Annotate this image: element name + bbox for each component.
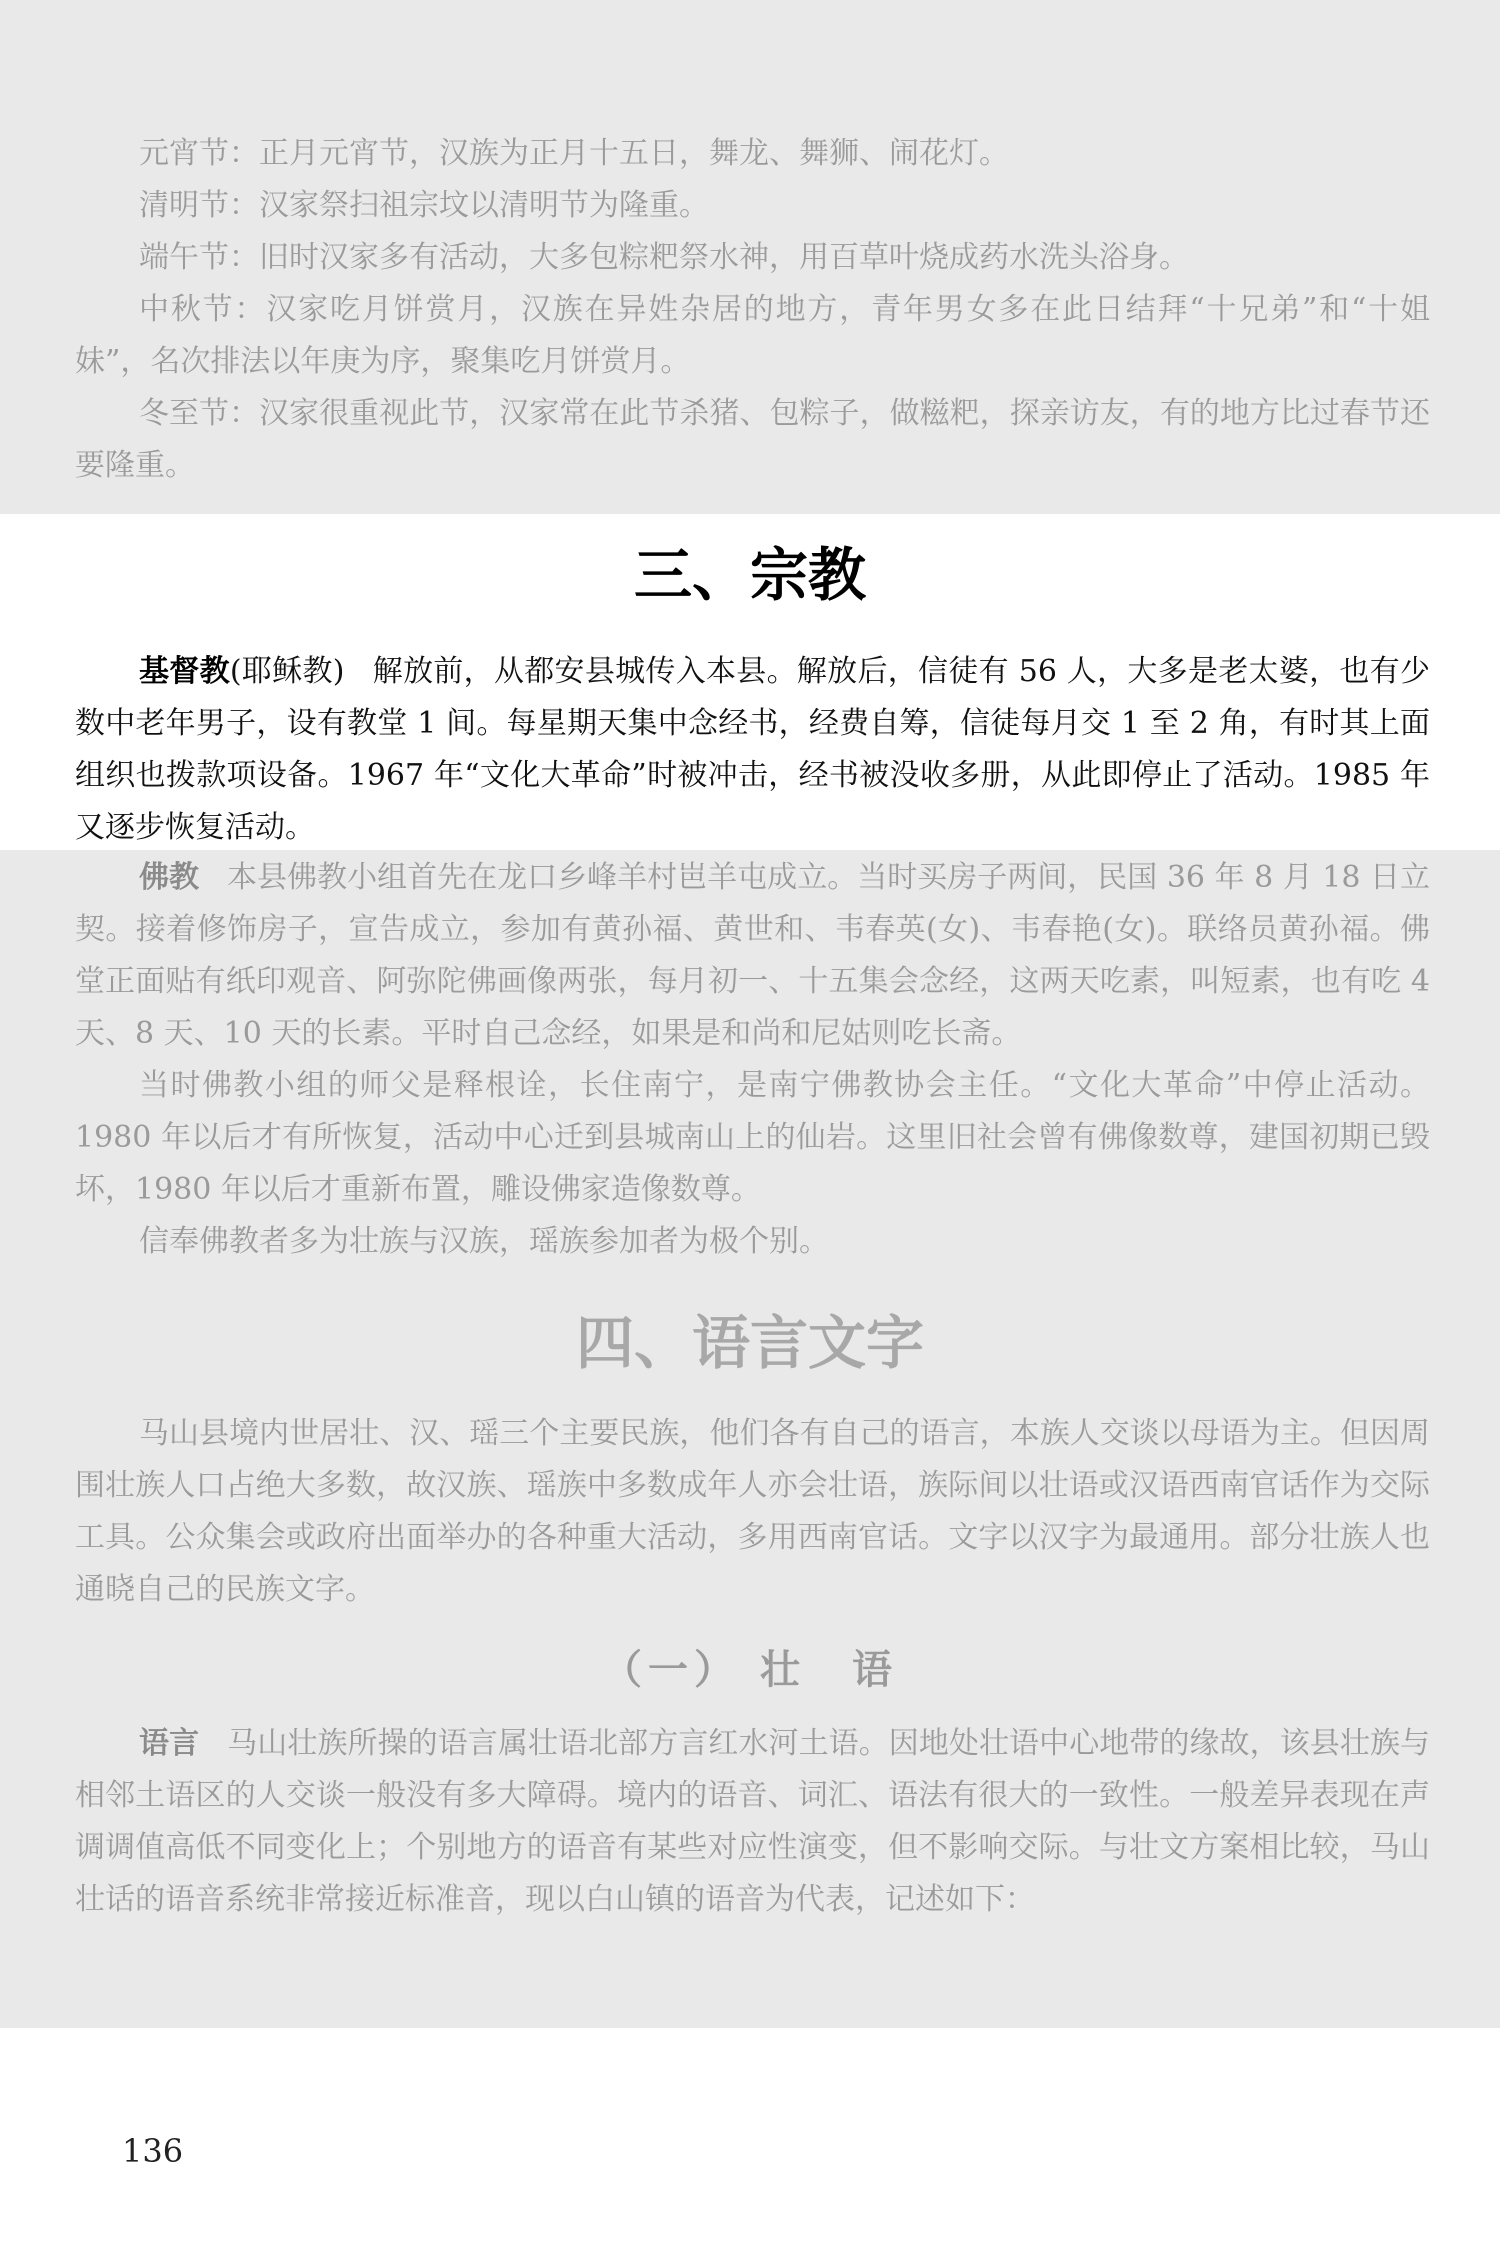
section-title-language: 四、语言文字	[575, 1309, 924, 1377]
subsection-title-zhuang: （一） 壮 语	[602, 1646, 898, 1693]
festival-text: ：正月元宵节，汉族为正月十五日，舞龙、舞狮、闹花灯。	[229, 136, 1009, 171]
zhuang-language-section	[75, 1718, 1430, 1926]
festival-paragraph	[75, 180, 1430, 232]
festival-name: 冬至节	[139, 396, 230, 431]
festival-paragraph	[75, 232, 1430, 284]
christianity-text: 解放前，从都安县城传入本县。解放后，信徒有 56 人，大多是老太婆，也有少数中老年男子，设有教堂 1 间。每星期天集中念经书，经费自筹，信徒每月交 1 至 2 角，有时其上面组织也拨款项设备。1967 年“文化大革命”时被冲击，经书被没收多册，从此即停止了活动。1985 年又逐步恢复活动。	[75, 654, 1431, 845]
festival-name: 元宵节	[139, 136, 229, 171]
section-title-religion: 三、宗教	[633, 541, 866, 609]
zhuang-language-paragraph	[75, 1718, 1430, 1926]
yuyan-term: 语言	[139, 1726, 200, 1761]
christianity-term: 基督教	[139, 654, 230, 689]
yuyan-text: 马山壮族所操的语言属壮语北部方言红水河土语。因地处壮语中心地带的缘故，该县壮族与相邻土语区的人交谈一般没有多大障碍。境内的语音、词汇、语法有很大的一致性。一般差异表现在声调调值高低不同变化上；个别地方的语音有某些对应性演变，但不影响交际。与壮文方案相比较，马山壮话的语音系统非常接近标准音，现以白山镇的语音为代表，记述如下：	[75, 1726, 1431, 1917]
buddhism-paragraph	[75, 852, 1430, 1060]
festivals-section	[75, 128, 1430, 492]
festival-text: ：汉家吃月饼赏月，汉族在异姓杂居的地方，青年男女多在此日结拜“十兄弟”和“十姐妹”，名次排法以年庚为序，聚集吃月饼赏月。	[75, 292, 1431, 379]
festival-text: ：旧时汉家多有活动，大多包粽粑祭水神，用百草叶烧成药水洗头浴身。	[229, 240, 1189, 275]
festival-name: 中秋节	[139, 292, 235, 327]
festival-text: ：汉家祭扫祖宗坟以清明节为隆重。	[229, 188, 709, 223]
buddhism-paragraph-3: 信奉佛教者多为壮族与汉族，瑶族参加者为极个别。	[139, 1224, 829, 1259]
festival-text: ：汉家很重视此节，汉家常在此节杀猪、包粽子，做糍粑，探亲访友，有的地方比过春节还要隆重。	[75, 396, 1431, 483]
festival-name: 端午节	[139, 240, 229, 275]
page-number: 136	[122, 2132, 184, 2170]
christianity-term-note: (耶稣教)	[229, 654, 345, 689]
festival-paragraph	[75, 128, 1430, 180]
christianity-paragraph	[75, 646, 1430, 854]
buddhism-term: 佛教	[139, 860, 200, 895]
language-intro-paragraph: 马山县境内世居壮、汉、瑶三个主要民族，他们各有自己的语言，本族人交谈以母语为主。但因周围壮族人口占绝大多数，故汉族、瑶族中多数成年人亦会壮语，族际间以壮语或汉语西南官话作为交际工具。公众集会或政府出面举办的各种重大活动，多用西南官话。文字以汉字为最通用。部分壮族人也通晓自己的民族文字。	[75, 1416, 1430, 1607]
christianity-section	[75, 646, 1430, 854]
buddhism-section	[75, 852, 1430, 1268]
festival-name: 清明节	[139, 188, 229, 223]
festival-paragraph	[75, 388, 1430, 492]
language-intro-section	[75, 1408, 1430, 1616]
buddhism-text: 本县佛教小组首先在龙口乡峰羊村岜羊屯成立。当时买房子两间，民国 36 年 8 月 18 日立契。接着修饰房子，宣告成立，参加有黄孙福、黄世和、韦春英(女)、韦春艳(女)。联络员黄孙福。佛堂正面贴有纸印观音、阿弥陀佛画像两张，每月初一、十五集会念经，这两天吃素，叫短素，也有吃 4 天、8 天、10 天的长素。平时自己念经，如果是和尚和尼姑则吃长斋。	[75, 860, 1431, 1051]
buddhism-paragraph-2: 当时佛教小组的师父是释根诠，长住南宁，是南宁佛教协会主任。“文化大革命”中停止活动。1980 年以后才有所恢复，活动中心迁到县城南山上的仙岩。这里旧社会曾有佛像数尊，建国初期已毁坏，1980 年以后才重新布置，雕设佛家造像数尊。	[75, 1068, 1430, 1207]
festival-paragraph	[75, 284, 1430, 388]
